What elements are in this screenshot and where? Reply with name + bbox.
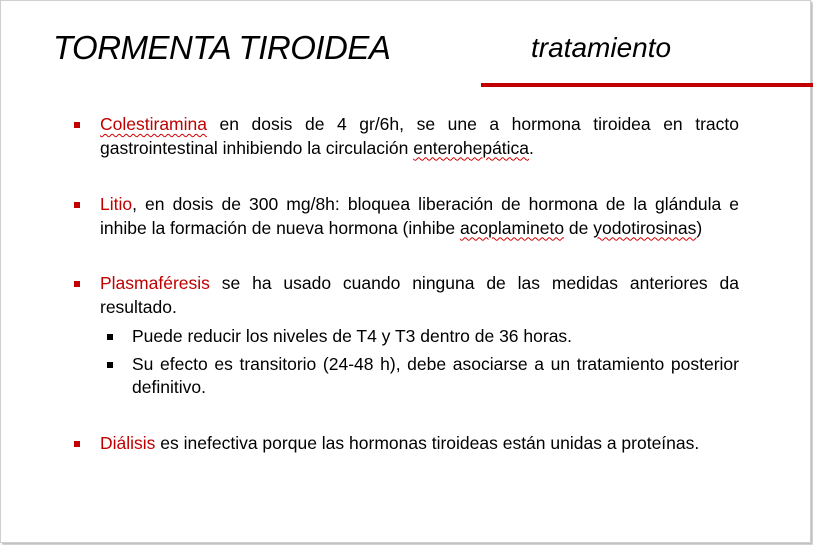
square-bullet-icon [74, 281, 80, 287]
bullet-body-text: . [529, 137, 534, 158]
bullet-text [100, 432, 739, 456]
sub-bullet-item [105, 353, 739, 400]
bullet-item-colestiramina [73, 113, 739, 160]
square-bullet-icon [74, 441, 80, 447]
term-plasmaferesis: Plasmaféresis [100, 273, 210, 293]
square-bullet-icon [107, 362, 113, 368]
bullet-text [100, 193, 739, 240]
slide-subtitle: tratamiento [531, 32, 672, 63]
bullet-item-litio [73, 193, 739, 240]
misspelled-word: enterohepática [413, 137, 530, 158]
sub-bullet-item [105, 325, 739, 349]
bullet-text [100, 113, 739, 160]
term-litio: Litio [100, 194, 133, 214]
bullet-item-dialisis [73, 432, 739, 456]
term-colestiramina: Colestiramina [100, 114, 207, 134]
bullet-body-text: ) [696, 217, 703, 238]
bullet-body-text: de [564, 217, 594, 238]
term-dialisis: Diálisis [100, 432, 156, 453]
bullet-body-text: se ha usado cuando ninguna de las medidas anteriores da resultado. [100, 273, 739, 317]
bullet-list [73, 113, 739, 455]
bullet-body-text: , en dosis de 300 mg/8h: bloquea liberación de hormona de la glándula e inhibe la formación de nueva hormona (inhibe [100, 194, 739, 238]
bullet-body-text: en dosis de 4 gr/6h, se une a hormona tiroidea en tracto gastrointestinal inhibiendo la circulación [100, 114, 739, 158]
misspelled-word: acoplamineto [459, 217, 565, 238]
square-bullet-icon [74, 122, 80, 128]
slide-title: TORMENTA TIROIDEA [53, 29, 391, 66]
bullet-item-plasmaferesis [73, 272, 739, 319]
bullet-text [100, 272, 739, 319]
bullet-body-text: es inefectiva porque las hormonas tiroideas están unidas a proteínas. [155, 432, 700, 453]
sub-bullet-text: Su efecto es transitorio (24-48 h), debe asociarse a un tratamiento posterior definitivo. [132, 353, 739, 397]
sub-bullet-text: Puede reducir los niveles de T4 y T3 dentro de 36 horas. [132, 326, 573, 346]
misspelled-word: yodotirosinas [593, 217, 697, 238]
title-underline-rule [481, 83, 813, 87]
square-bullet-icon [107, 334, 113, 340]
square-bullet-icon [74, 202, 80, 208]
